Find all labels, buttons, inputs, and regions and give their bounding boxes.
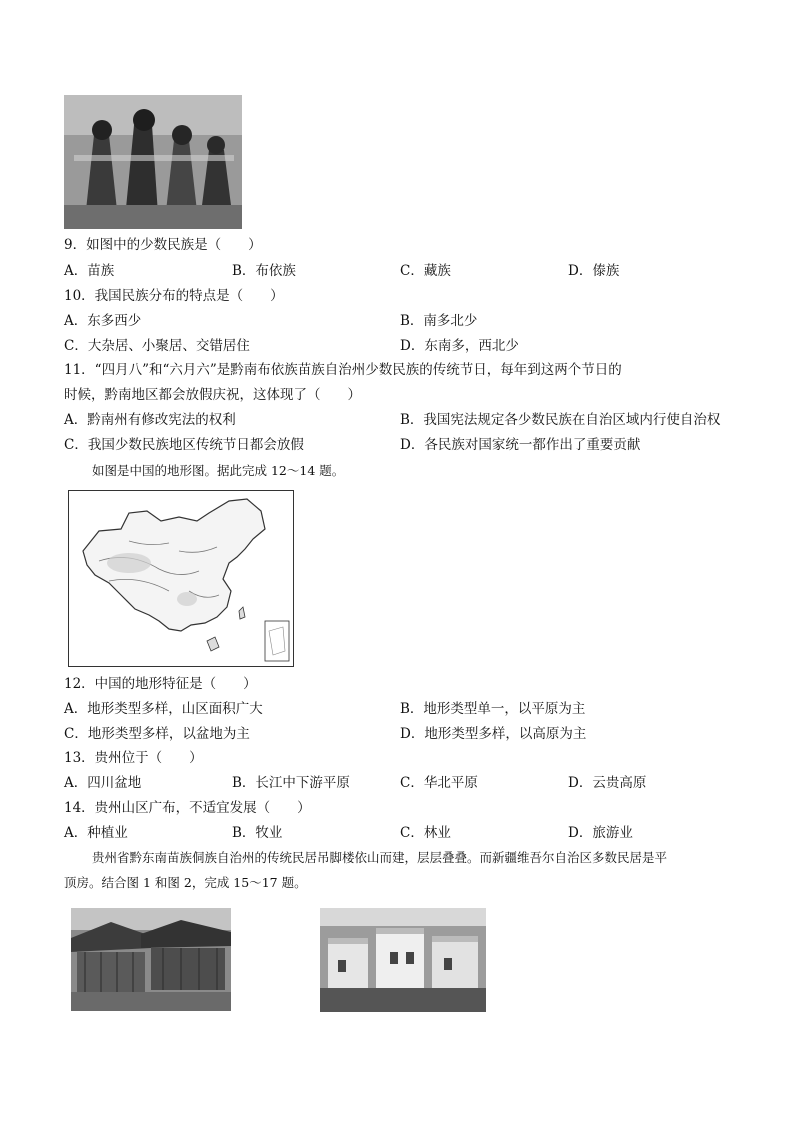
q14-option-d: D．旅游业 <box>568 825 633 841</box>
q11-option-d: D．各民族对国家统一都作出了重要贡献 <box>400 437 641 453</box>
q13-option-a: A．四川盆地 <box>64 775 142 791</box>
q14-stem: 14．贵州山区广布，不适宜发展（ ） <box>64 800 311 816</box>
q11-stem-line2: 时候，黔南地区都会放假庆祝，这体现了（ ） <box>64 387 361 403</box>
q12-option-d: D．地形类型多样，以高原为主 <box>400 726 587 742</box>
ethnic-group-photo <box>64 95 242 229</box>
q14-option-b: B．牧业 <box>232 825 283 841</box>
stilt-house-photo <box>71 908 231 1011</box>
china-topographic-map <box>68 490 294 667</box>
q9-option-a: A．苗族 <box>64 263 115 279</box>
intro-15-17-line2: 顶房。结合图 1 和图 2，完成 15～17 题。 <box>64 875 307 890</box>
q13-option-d: D．云贵高原 <box>568 775 647 791</box>
intro-15-17-line1: 贵州省黔东南苗族侗族自治州的传统民居吊脚楼依山而建，层层叠叠。而新疆维吾尔自治区多数民居是平 <box>92 850 668 865</box>
q12-stem: 12．中国的地形特征是（ ） <box>64 676 257 692</box>
q12-option-c: C．地形类型多样，以盆地为主 <box>64 726 250 742</box>
q9-stem: 9．如图中的少数民族是（ ） <box>64 237 262 253</box>
q10-option-a: A．东多西少 <box>64 313 142 329</box>
intro-12-14: 如图是中国的地形图。据此完成 12～14 题。 <box>92 463 345 478</box>
q11-option-a: A．黔南州有修改宪法的权利 <box>64 412 236 428</box>
q11-stem-line1: 11．“四月八”和“六月六”是黔南布依族苗族自治州少数民族的传统节日，每年到这两个节日的 <box>64 362 622 378</box>
q10-option-d: D．东南多，西北少 <box>400 338 519 354</box>
q11-option-b: B．我国宪法规定各少数民族在自治区域内行使自治权 <box>400 412 721 428</box>
q13-option-b: B．长江中下游平原 <box>232 775 350 791</box>
q14-option-a: A．种植业 <box>64 825 128 841</box>
q13-stem: 13．贵州位于（ ） <box>64 750 203 766</box>
flat-roof-house-photo <box>320 908 486 1012</box>
q10-option-c: C．大杂居、小聚居、交错居住 <box>64 338 250 354</box>
q9-option-c: C．藏族 <box>400 263 451 279</box>
q14-option-c: C．林业 <box>400 825 451 841</box>
q9-option-b: B．布依族 <box>232 263 296 279</box>
q12-option-a: A．地形类型多样，山区面积广大 <box>64 701 263 717</box>
q10-stem: 10．我国民族分布的特点是（ ） <box>64 288 284 304</box>
q11-option-c: C．我国少数民族地区传统节日都会放假 <box>64 437 304 453</box>
q13-option-c: C．华北平原 <box>400 775 478 791</box>
q10-option-b: B．南多北少 <box>400 313 478 329</box>
q9-option-d: D．傣族 <box>568 263 620 279</box>
q12-option-b: B．地形类型单一，以平原为主 <box>400 701 586 717</box>
